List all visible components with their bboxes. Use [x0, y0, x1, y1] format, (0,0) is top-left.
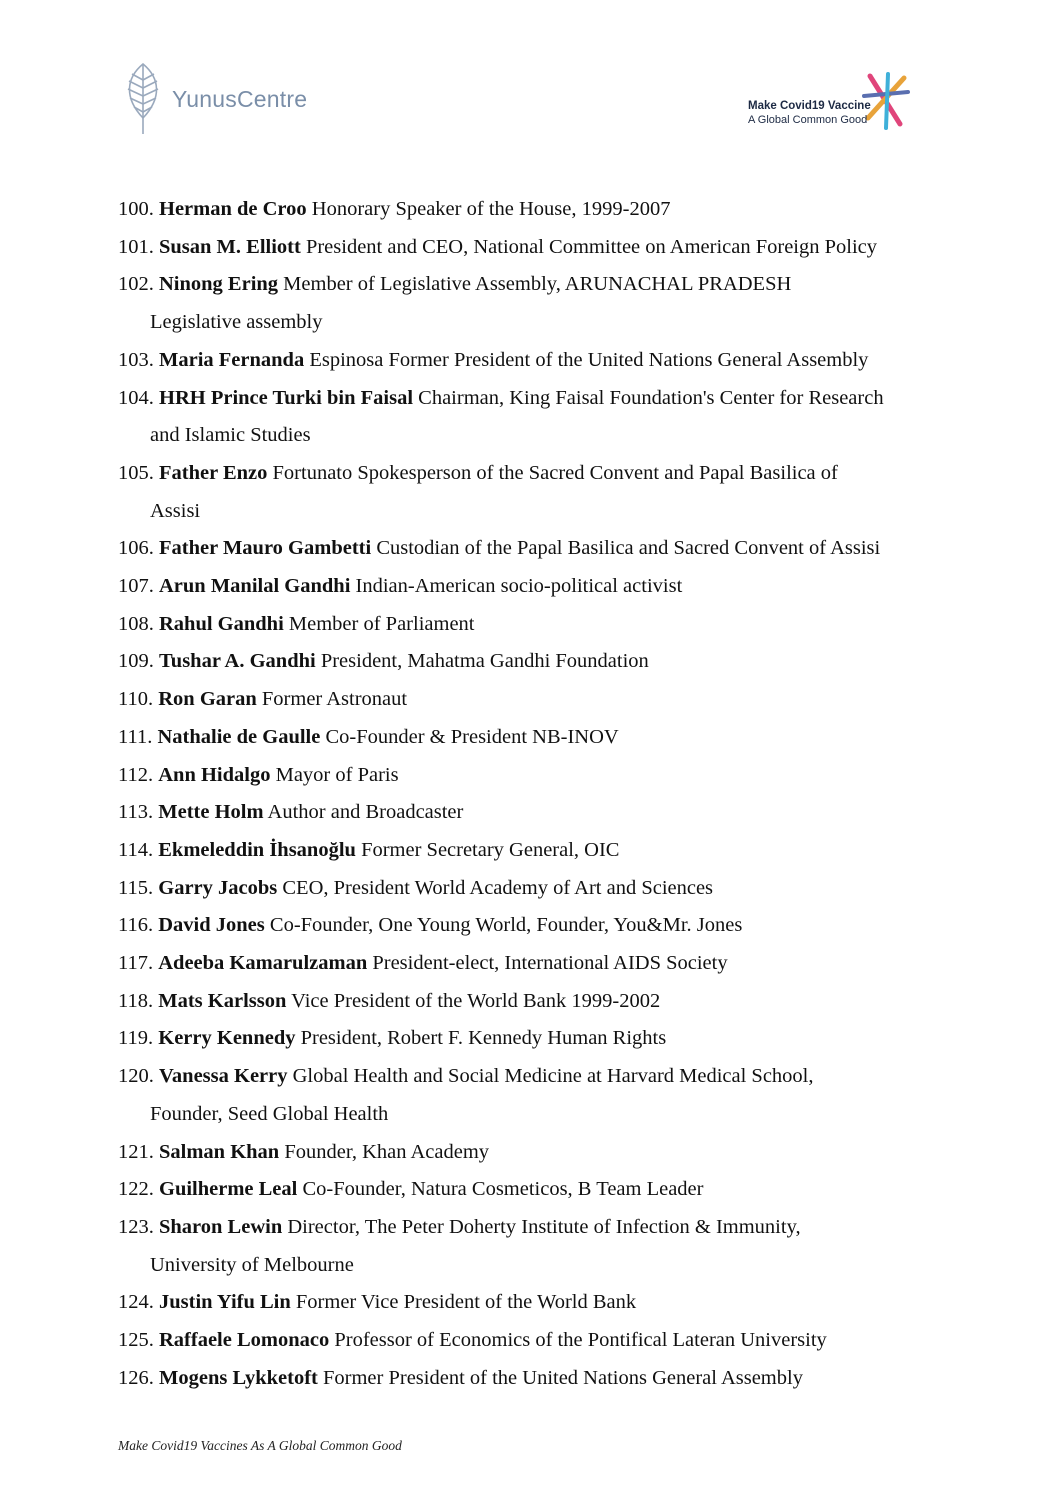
- signatory-entry: [118, 681, 948, 719]
- signatory-entry: [118, 266, 948, 341]
- signatory-entry: [118, 794, 948, 832]
- logo-line-2: A Global Common Good: [748, 114, 868, 126]
- make-covid19-vaccine-logo: [726, 60, 926, 136]
- entry-number: 108.: [118, 612, 154, 635]
- signatory-title: President, Robert F. Kennedy Human Rights: [295, 1027, 667, 1050]
- entry-number: 122.: [118, 1178, 154, 1201]
- entry-line: [118, 681, 948, 719]
- signatory-title: Co-Founder & President NB-INOV: [320, 725, 619, 748]
- entry-line: [118, 191, 948, 229]
- signatory-name: Salman Khan: [159, 1140, 280, 1163]
- signatory-title: Honorary Speaker of the House, 1999-2007: [306, 198, 671, 220]
- signatory-entry: [118, 568, 948, 606]
- signatory-title: Fortunato Spokesperson of the Sacred Convent and Papal Basilica of: [267, 461, 838, 484]
- signatory-title: President and CEO, National Committee on American Foreign Policy: [300, 235, 878, 258]
- signatory-entry: [118, 380, 948, 455]
- signatory-title: Mayor of Paris: [270, 763, 399, 786]
- signatory-entry: [118, 1058, 948, 1133]
- entry-line: [118, 870, 948, 908]
- signatory-name: Sharon Lewin: [159, 1215, 283, 1238]
- entry-number: 112.: [118, 763, 154, 786]
- signatory-name: Rahul Gandhi: [159, 612, 284, 635]
- signatory-list: [118, 191, 948, 1398]
- entry-line: [118, 1171, 948, 1209]
- yunus-centre-logo-text: YunusCentre: [172, 85, 308, 112]
- leaf-icon: [118, 62, 168, 136]
- entry-number: 104.: [118, 386, 154, 409]
- entry-number: 102.: [118, 273, 154, 296]
- signatory-entry: [118, 191, 948, 229]
- entry-line: [118, 757, 948, 795]
- signatory-title: Director, The Peter Doherty Institute of Infection & Immunity,: [282, 1215, 801, 1238]
- signatory-title-continuation: and Islamic Studies: [150, 424, 311, 447]
- signatory-title: Former Astronaut: [256, 688, 408, 711]
- signatory-title-continuation: Legislative assembly: [150, 311, 323, 334]
- signatory-name: Mogens Lykketoft: [159, 1366, 318, 1389]
- entry-number: 101.: [118, 235, 154, 258]
- signatory-name: Maria Fernanda: [159, 348, 305, 371]
- signatory-entry: [118, 643, 948, 681]
- entry-number: 117.: [118, 952, 154, 975]
- signatory-title: Member of Legislative Assembly, ARUNACHAL PRADESH: [278, 273, 792, 296]
- signatory-name: Tushar A. Gandhi: [159, 650, 316, 673]
- entry-number: 126.: [118, 1366, 154, 1389]
- signatory-entry: [118, 832, 948, 870]
- entry-number: 111.: [118, 725, 153, 748]
- entry-number: 119.: [118, 1027, 154, 1050]
- entry-line: [118, 568, 948, 606]
- signatory-name: Herman de Croo: [159, 198, 307, 220]
- signatory-title: Member of Parliament: [283, 612, 475, 635]
- signatory-title: Co-Founder, Natura Cosmeticos, B Team Leader: [297, 1178, 704, 1201]
- entry-line: [118, 1284, 948, 1322]
- signatory-entry: [118, 342, 948, 380]
- entry-number: 123.: [118, 1215, 154, 1238]
- signatory-name: Mette Holm: [158, 801, 264, 824]
- entry-line: [118, 1322, 948, 1360]
- signatory-entry: [118, 945, 948, 983]
- entry-number: 121.: [118, 1140, 154, 1163]
- yunus-centre-logo: [118, 62, 343, 136]
- logo-line-1: Make Covid19 Vaccine: [748, 100, 871, 112]
- entry-number: 107.: [118, 575, 154, 598]
- entry-line: [118, 643, 948, 681]
- signatory-name: HRH Prince Turki bin Faisal: [159, 386, 414, 409]
- entry-line: [118, 1058, 948, 1096]
- signatory-entry: [118, 757, 948, 795]
- signatory-title: President-elect, International AIDS Society: [367, 952, 728, 975]
- entry-line: [118, 945, 948, 983]
- signatory-name: Guilherme Leal: [159, 1178, 298, 1201]
- entry-number: 106.: [118, 537, 154, 560]
- signatory-title: Vice President of the World Bank 1999-2002: [286, 989, 661, 1012]
- signatory-title: Global Health and Social Medicine at Harvard Medical School,: [287, 1065, 814, 1088]
- signatory-name: Ekmeleddin İhsanoğlu: [158, 838, 356, 861]
- entry-number: 125.: [118, 1329, 154, 1352]
- signatory-name: Father Mauro Gambetti: [159, 537, 372, 560]
- signatory-entry: [118, 455, 948, 530]
- entry-line: [118, 832, 948, 870]
- signatory-name: Garry Jacobs: [158, 876, 278, 899]
- entry-number: 100.: [118, 198, 154, 220]
- signatory-title-continuation: Assisi: [150, 499, 201, 522]
- entry-line: [118, 1360, 948, 1398]
- signatory-entry: [118, 1134, 948, 1172]
- entry-number: 114.: [118, 838, 154, 861]
- signatory-entry: [118, 1284, 948, 1322]
- entry-number: 115.: [118, 876, 154, 899]
- signatory-title: President, Mahatma Gandhi Foundation: [315, 650, 649, 673]
- entry-line: [118, 794, 948, 832]
- entry-line: [118, 983, 948, 1021]
- signatory-entry: [118, 719, 948, 757]
- entry-line: [118, 606, 948, 644]
- entry-number: 113.: [118, 801, 154, 824]
- signatory-title: Author and Broadcaster: [263, 801, 464, 824]
- entry-line: [118, 1134, 948, 1172]
- entry-number: 118.: [118, 989, 154, 1012]
- signatory-title-continuation: University of Melbourne: [150, 1253, 354, 1276]
- page-footer: Make Covid19 Vaccines As A Global Common Good: [118, 1438, 402, 1453]
- signatory-title: Co-Founder, One Young World, Founder, You&Mr. Jones: [264, 914, 743, 937]
- entry-number: 124.: [118, 1291, 154, 1314]
- entry-number: 103.: [118, 348, 154, 371]
- entry-line: [118, 455, 948, 493]
- signatory-title: CEO, President World Academy of Art and Sciences: [277, 876, 714, 899]
- signatory-entry: [118, 1209, 948, 1284]
- entry-line: [118, 229, 948, 267]
- signatory-name: Vanessa Kerry: [159, 1065, 288, 1088]
- signatory-entry: [118, 1360, 948, 1398]
- entry-line: [118, 907, 948, 945]
- signatory-title: Former Secretary General, OIC: [355, 838, 620, 861]
- signatory-entry: [118, 983, 948, 1021]
- signatory-entry: [118, 1020, 948, 1058]
- signatory-entry: [118, 229, 948, 267]
- entry-line: [118, 1209, 948, 1247]
- entry-line: [118, 530, 948, 568]
- signatory-entry: [118, 907, 948, 945]
- signatory-title: Chairman, King Faisal Foundation's Center for Research: [413, 386, 884, 409]
- signatory-name: Ann Hidalgo: [158, 763, 271, 786]
- signatory-title: Custodian of the Papal Basilica and Sacred Convent of Assisi: [371, 537, 881, 560]
- signatory-title-continuation: Founder, Seed Global Health: [150, 1102, 389, 1125]
- page-header: [0, 0, 1063, 150]
- entry-number: 116.: [118, 914, 154, 937]
- signatory-name: Mats Karlsson: [158, 989, 287, 1012]
- signatory-name: Kerry Kennedy: [158, 1027, 296, 1050]
- entry-line: [118, 342, 948, 380]
- signatory-name: Adeeba Kamarulzaman: [158, 952, 368, 975]
- signatory-title: Founder, Khan Academy: [279, 1140, 490, 1163]
- signatory-name: Susan M. Elliott: [159, 235, 301, 258]
- signatory-title: Indian-American socio-political activist: [350, 575, 683, 598]
- entry-number: 109.: [118, 650, 154, 673]
- entry-line: [118, 266, 948, 304]
- entry-line: [118, 719, 948, 757]
- signatory-entry: [118, 1171, 948, 1209]
- signatory-name: Ron Garan: [158, 688, 257, 711]
- signatory-entry: [118, 1322, 948, 1360]
- signatory-title: Espinosa Former President of the United Nations General Assembly: [304, 348, 869, 371]
- entry-line: [118, 380, 948, 418]
- signatory-title: Former President of the United Nations General Assembly: [317, 1366, 803, 1389]
- signatory-name: Nathalie de Gaulle: [157, 725, 321, 748]
- entry-line: [118, 1020, 948, 1058]
- entry-number: 120.: [118, 1065, 154, 1088]
- signatory-entry: [118, 530, 948, 568]
- entry-number: 105.: [118, 461, 154, 484]
- signatory-title: Former Vice President of the World Bank: [290, 1291, 637, 1314]
- signatory-name: Father Enzo: [159, 461, 268, 484]
- signatory-title: Professor of Economics of the Pontifical Lateran University: [329, 1329, 827, 1352]
- entry-number: 110.: [118, 688, 154, 711]
- signatory-name: Justin Yifu Lin: [159, 1291, 291, 1314]
- signatory-name: Ninong Ering: [159, 273, 279, 296]
- signatory-name: Arun Manilal Gandhi: [159, 575, 351, 598]
- signatory-name: David Jones: [158, 914, 265, 937]
- signatory-entry: [118, 870, 948, 908]
- signatory-entry: [118, 606, 948, 644]
- signatory-name: Raffaele Lomonaco: [159, 1329, 330, 1352]
